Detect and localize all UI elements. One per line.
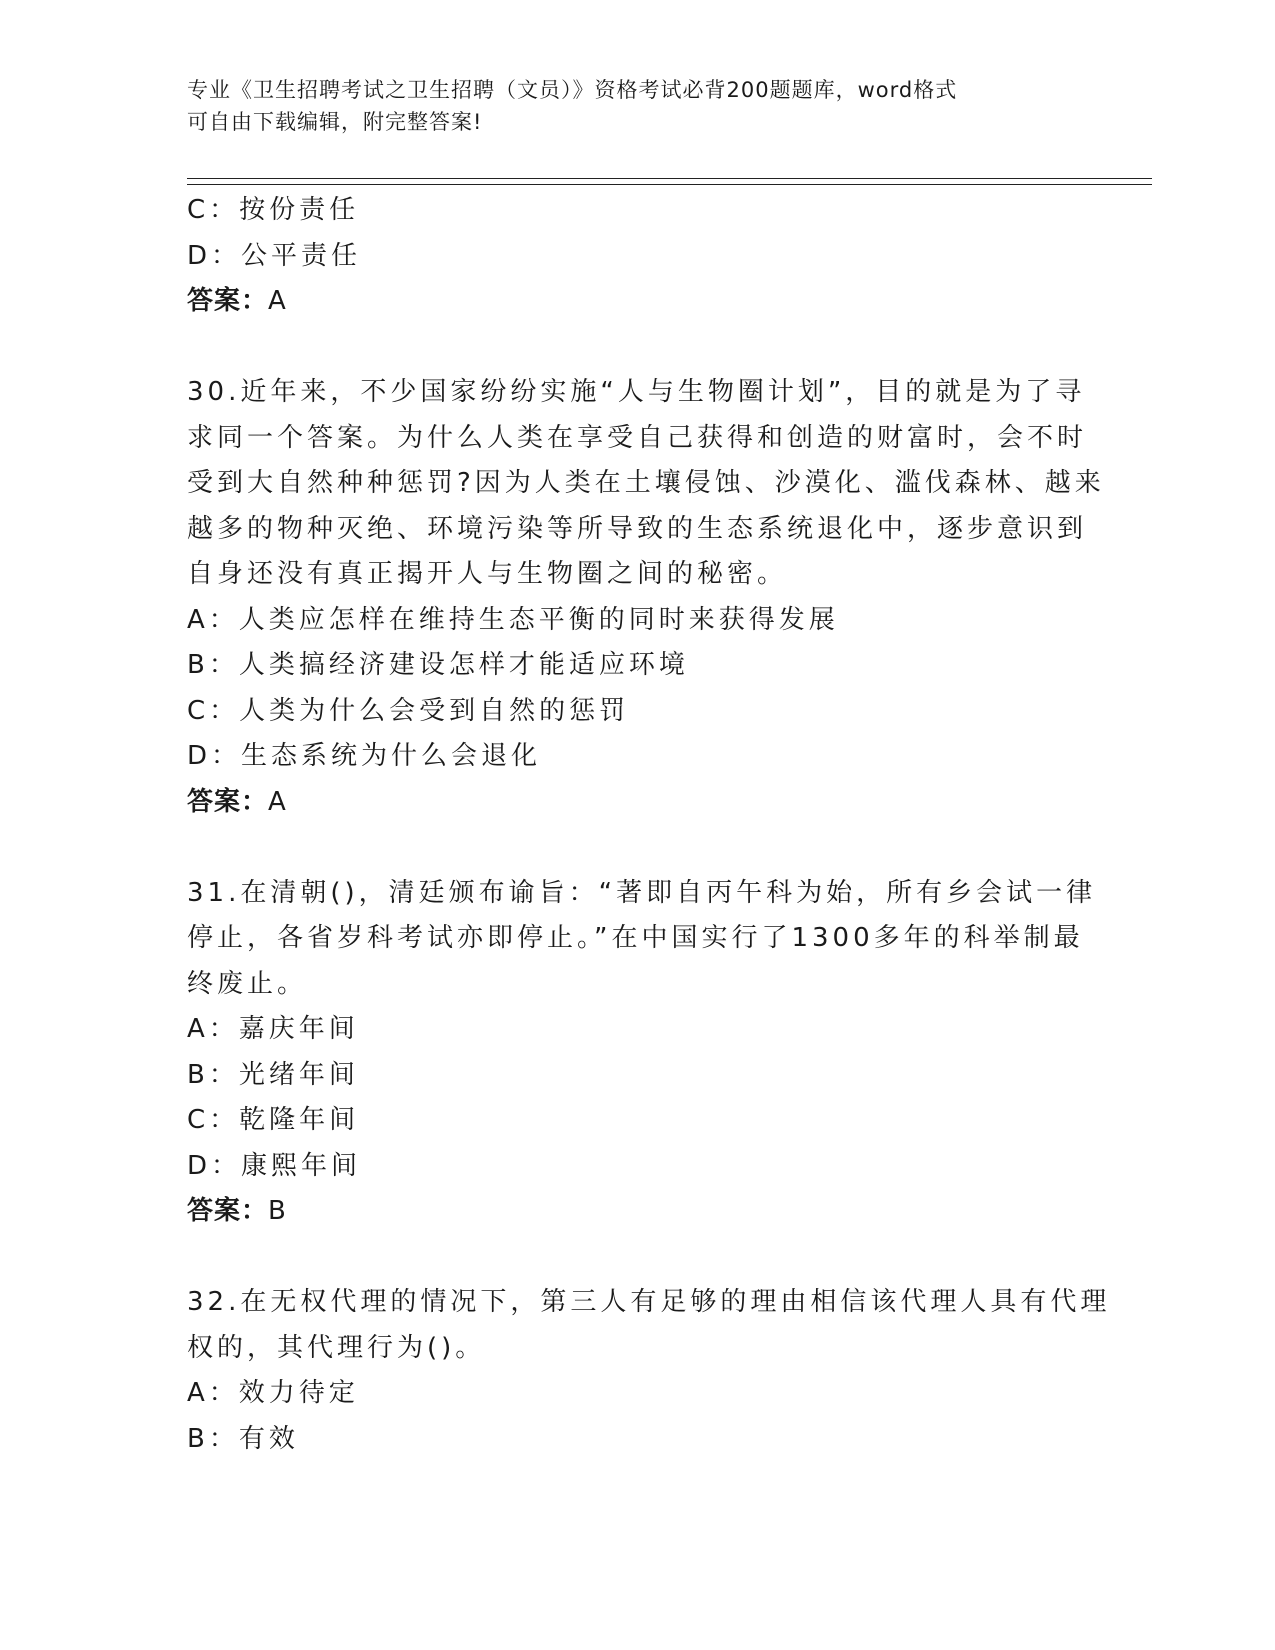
option-label: B： bbox=[187, 1423, 239, 1454]
option-c bbox=[187, 1098, 1087, 1144]
option-c bbox=[187, 188, 1087, 234]
option-text: 按份责任 bbox=[239, 195, 360, 225]
answer-label: 答案： bbox=[187, 786, 269, 817]
question-32 bbox=[187, 1280, 1111, 1462]
option-text: 人类应怎样在维持生态平衡的同时来获得发展 bbox=[238, 604, 839, 635]
option-a bbox=[187, 598, 1087, 644]
answer-value: A bbox=[268, 786, 287, 817]
question-text-line: 求同一个答案。为什么人类在享受自己获得和创造的财富时，会不时 bbox=[187, 422, 1088, 453]
option-label: D： bbox=[187, 741, 242, 771]
option-a bbox=[187, 1371, 1087, 1417]
option-label: D： bbox=[187, 1150, 242, 1181]
question-text-line: 受到大自然种种惩罚?因为人类在土壤侵蚀、沙漠化、滥伐森林、越来 bbox=[187, 468, 1105, 498]
question-fragment bbox=[187, 188, 1087, 325]
question-text-line: 30.近年来，不少国家纷纷实施“人与生物圈计划”，目的就是为了寻 bbox=[187, 377, 1086, 407]
answer-label: 答案： bbox=[187, 286, 269, 316]
header-line-1: 专业《卫生招聘考试之卫生招聘（文员）》资格考试必背200题题库，word格式 bbox=[187, 78, 958, 102]
option-label: A： bbox=[187, 1378, 239, 1408]
answer-value: A bbox=[268, 286, 287, 316]
option-label: B： bbox=[187, 650, 239, 680]
option-text: 人类搞经济建设怎样才能适应环境 bbox=[238, 650, 689, 680]
question-text-line: 终废止。 bbox=[187, 968, 308, 999]
option-text: 有效 bbox=[238, 1423, 299, 1454]
answer-label: 答案： bbox=[187, 1196, 269, 1226]
option-text: 效力待定 bbox=[238, 1378, 359, 1408]
question-31 bbox=[187, 871, 1097, 1235]
option-b bbox=[187, 1417, 1087, 1463]
option-text: 康熙年间 bbox=[241, 1150, 362, 1181]
option-a bbox=[187, 1007, 1087, 1053]
option-label: A： bbox=[187, 1014, 239, 1044]
answer-line bbox=[187, 1189, 1087, 1235]
option-text: 光绪年间 bbox=[238, 1059, 359, 1090]
option-label: C： bbox=[187, 695, 240, 726]
question-text-line: 停止，各省岁科考试亦即停止。”在中国实行了1300多年的科举制最 bbox=[187, 923, 1084, 953]
option-label: D： bbox=[187, 240, 242, 271]
question-text-line: 32.在无权代理的情况下，第三人有足够的理由相信该代理人具有代理 bbox=[187, 1287, 1111, 1317]
option-label: A： bbox=[187, 604, 239, 635]
header-line-2: 可自由下载编辑，附完整答案! bbox=[187, 110, 483, 134]
question-text-line: 自身还没有真正揭开人与生物圈之间的秘密。 bbox=[187, 559, 788, 589]
option-text: 公平责任 bbox=[241, 240, 362, 271]
option-label: C： bbox=[187, 195, 240, 225]
option-d bbox=[187, 1144, 1087, 1190]
question-text-line: 越多的物种灭绝、环境污染等所导致的生态系统退化中，逐步意识到 bbox=[187, 513, 1088, 544]
option-b bbox=[187, 643, 1087, 689]
option-label: B： bbox=[187, 1059, 239, 1090]
question-30 bbox=[187, 370, 1105, 825]
option-b bbox=[187, 1053, 1087, 1099]
question-text-line: 31.在清朝()，清廷颁布谕旨：“著即自丙午科为始，所有乡会试一律 bbox=[187, 877, 1097, 908]
option-c bbox=[187, 689, 1087, 735]
option-label: C： bbox=[187, 1105, 240, 1135]
option-d bbox=[187, 234, 1087, 280]
option-text: 嘉庆年间 bbox=[238, 1014, 359, 1044]
answer-line bbox=[187, 279, 1087, 325]
question-text-line: 权的，其代理行为()。 bbox=[187, 1332, 486, 1363]
option-text: 人类为什么会受到自然的惩罚 bbox=[239, 695, 630, 726]
answer-value: B bbox=[268, 1196, 287, 1226]
option-text: 乾隆年间 bbox=[239, 1105, 360, 1135]
answer-line bbox=[187, 780, 1087, 826]
header-divider bbox=[187, 178, 1152, 185]
option-text: 生态系统为什么会退化 bbox=[241, 741, 542, 771]
page-header bbox=[187, 74, 1067, 138]
document-body bbox=[187, 188, 1111, 1462]
option-d bbox=[187, 734, 1087, 780]
